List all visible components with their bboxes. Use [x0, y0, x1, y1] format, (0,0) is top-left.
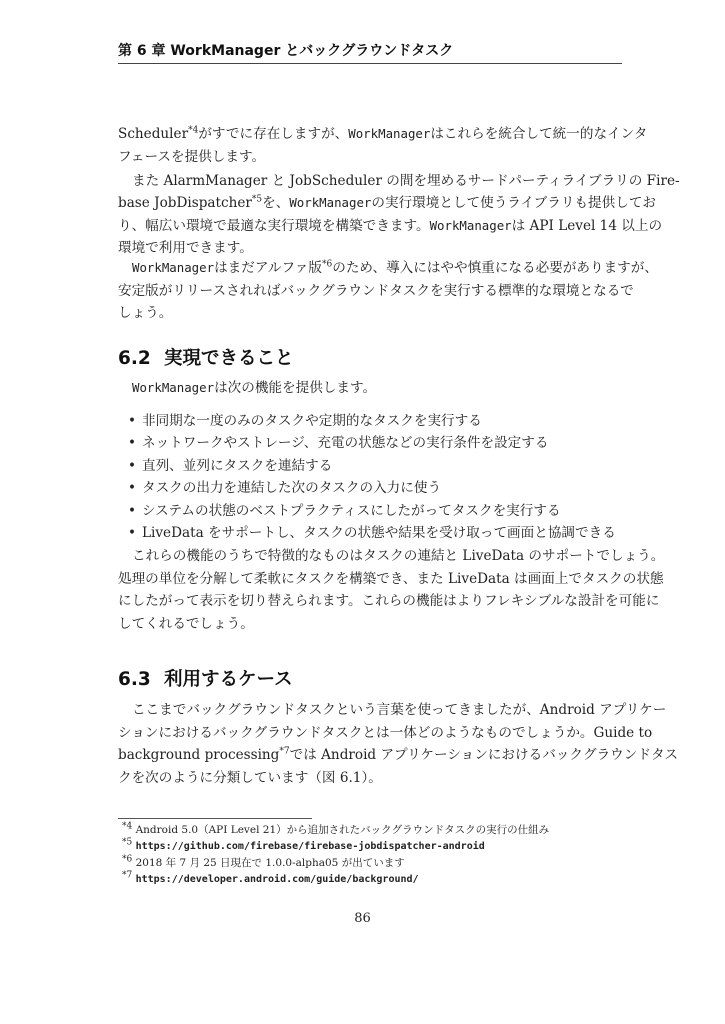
bullet-item [130, 434, 548, 452]
footnote-link[interactable]: https://developer.android.com/guide/background/ [135, 873, 419, 885]
footnote-text: Android 5.0（API Level 21）から追加されたバックグラウンドタスクの実行の仕組み [135, 824, 550, 836]
bullet-text: 非同期な一度のみのタスクや定期的なタスクを実行する [142, 413, 482, 429]
footnote [122, 872, 419, 887]
paragraph-line: しょう。 [118, 305, 173, 322]
bullet-text: ネットワークやストレージ、充電の状態などの実行条件を設定する [142, 435, 549, 452]
page-number: 86 [354, 911, 371, 926]
footnote-mark: *5 [122, 837, 133, 848]
paragraph-line: ションにおけるバックグラウンドタスクとは一体どのようなものでしょうか。Guide to [118, 724, 653, 741]
paragraph-line: これらの機能のうちで特徴的なものはタスクの連結と LiveData のサポートでしょう。 [132, 548, 665, 564]
section-title: 利用するケース [164, 669, 293, 690]
lead-line: WorkManagerは次の機能を提供します。 [132, 380, 377, 396]
footnote [122, 856, 405, 870]
footnote-mark: *7 [122, 870, 133, 881]
bullet-item [130, 457, 332, 475]
bullet-item [130, 412, 482, 430]
section-number: 6.3 [118, 669, 151, 690]
paragraph-line: フェースを提供します。 [118, 148, 266, 165]
section-heading-6-3 [118, 665, 293, 691]
paragraph-line: してくれるでしょう。 [118, 615, 254, 632]
paragraph-line: ここまでバックグラウンドタスクという言葉を使ってきましたが、Android アプリケー [132, 702, 667, 718]
running-header: 第 6 章 WorkManager とバックグラウンドタスク [118, 43, 454, 59]
bullet-text: 直列、並列にタスクを連結する [142, 457, 333, 474]
paragraph-line: クを次のように分類しています（図 6.1）。 [118, 769, 382, 786]
footnote-link[interactable]: https://github.com/firebase/firebase-jobdispatcher-android [135, 841, 485, 853]
bullet-text: システムの状態のベストプラクティスにしたがってタスクを実行する [142, 502, 561, 519]
footnote [122, 839, 485, 854]
paragraph-line: 環境で利用できます。 [118, 240, 253, 257]
footnote-rule [118, 818, 312, 819]
paragraph-line: WorkManagerはまだアルファ版$^{*6}$のため、導入にはやや慎重になる必要がありますが、 [132, 259, 658, 276]
section-title: 実現できること [164, 348, 294, 369]
paragraph-line: にしたがって表示を切り替えられます。これらの機能はよりフレキシブルな設計を可能に [118, 593, 660, 610]
paragraph-line: り、幅広い環境で最適な実行環境を構築できます。WorkManagerは API Level 14 以上の [118, 217, 663, 234]
paragraph-line: 安定版がリリースされればバックグラウンドタスクを実行する標準的な環境となるで [118, 282, 634, 299]
paragraph-line: また AlarmManager と JobScheduler の間を埋めるサードパーティライブラリの Fire- [132, 172, 680, 189]
footnote-mark: *4 [122, 821, 133, 832]
bullet-text: タスクの出力を連結した次のタスクの入力に使う [142, 480, 442, 497]
section-number: 6.2 [118, 348, 151, 369]
bullet-text: LiveData をサポートし、タスクの状態や結果を受け取って画面と協調できる [142, 525, 616, 541]
footnote-text: 2018 年 7 月 25 日現在で 1.0.0-alpha05 が出ています [135, 856, 405, 869]
bullet-item [130, 524, 616, 542]
header-rule [118, 63, 622, 64]
bullet-item [130, 502, 561, 520]
footnote-mark: *6 [122, 854, 133, 865]
paragraph-line: base JobDispatcher$^{*5}$を、WorkManagerの実行環境として使うライブラリも提供してお [118, 194, 657, 212]
paragraph-line: background processing$^{*7}$では Android アプリケーションにおけるバックグラウンドタス [118, 746, 679, 764]
bullet-item [130, 479, 441, 497]
footnote [122, 823, 549, 837]
section-heading-6-2 [118, 344, 294, 370]
paragraph-line: Scheduler$^{*4}$がすでに存在しますが、WorkManagerはこれらを統合して統一的なインタ [118, 125, 648, 142]
paragraph-line: 処理の単位を分解して柔軟にタスクを構築でき、また LiveData は画面上でタスクの状態 [118, 570, 664, 587]
